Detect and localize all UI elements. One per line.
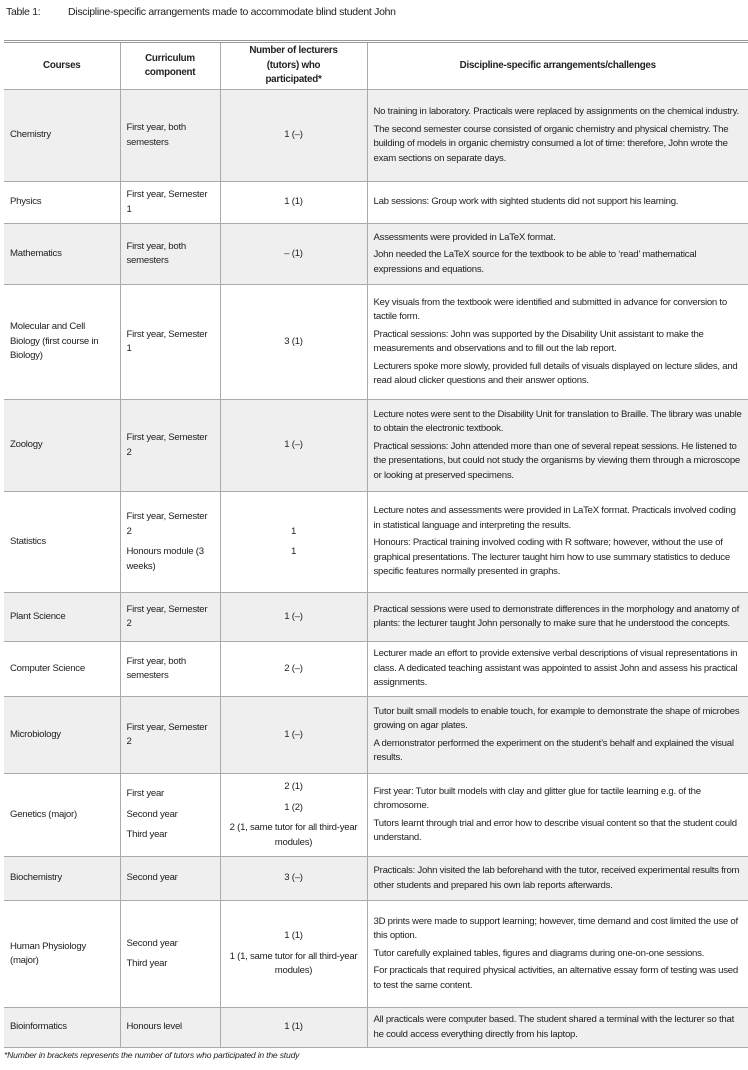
lecturer-count: 1 (–) (284, 439, 303, 451)
arrangements-cell (367, 90, 748, 182)
course-name: Mathematics (10, 247, 62, 259)
lecturers-cell (220, 697, 367, 774)
arrangement-note: Practicals: John visited the lab beforehand with the tutor, received experimental results from other students and prepared his own lab reports afterwards. (373, 865, 740, 891)
lecturers-cell (220, 90, 367, 182)
course-cell (4, 1008, 120, 1048)
arrangement-note: The second semester course consisted of organic chemistry and physical chemistry. The building of models in organic chemistry consumed a lot of time: therefore, John wrote the exam sections on separate days. (373, 123, 729, 164)
arrangement-note: Honours: Practical training involved coding with R software; however, without the use of graphical presentations. The lecturer taught him how to use summary statistics to deduce specific features normally presented in graphs. (373, 537, 730, 578)
table-row (4, 182, 748, 224)
course-cell (4, 593, 120, 642)
arrangement-note: For practicals that required physical activities, an alternative essay form of testing was used to test the same content. (373, 965, 738, 991)
lecturers-cell (220, 901, 367, 1008)
header-arrangements: Discipline-specific arrangements/challenges (367, 42, 748, 90)
table-row (4, 1008, 748, 1048)
curriculum-component: First year, Semester 2 (126, 721, 208, 747)
curriculum-component: Second year (126, 872, 178, 884)
course-name: Bioinformatics (10, 1021, 67, 1033)
component-cell (120, 901, 220, 1008)
lecturers-cell (220, 224, 367, 285)
arrangement-note: John needed the LaTeX source for the textbook to be able to ‘read’ mathematical expressions and equations. (373, 249, 697, 275)
component-cell (120, 400, 220, 492)
lecturers-cell (220, 285, 367, 400)
curriculum-component: First year, both semesters (126, 240, 186, 266)
arrangement-note: Practical sessions were used to demonstrate differences in the morphology and anatomy of plants: the lecturer taught John personally to make sure that he understood the concepts. (373, 603, 740, 629)
course-cell (4, 857, 120, 901)
arrangements-cell (367, 224, 748, 285)
course-cell (4, 224, 120, 285)
arrangement-note: Key visuals from the textbook were identified and submitted in advance for conversion to tactile form. (373, 296, 727, 322)
course-name: Plant Science (10, 610, 66, 622)
lecturer-count: – (1) (284, 247, 303, 259)
arrangements-cell (367, 901, 748, 1008)
lecturers-cell (220, 1008, 367, 1048)
arrangements-cell (367, 593, 748, 642)
course-cell (4, 90, 120, 182)
lecturer-count: 1 (1) (284, 930, 303, 942)
lecturer-count: 1 (290, 546, 297, 557)
component-cell (120, 182, 220, 224)
component-cell (120, 774, 220, 857)
lecturers-cell (220, 182, 367, 224)
component-cell (120, 285, 220, 400)
lecturer-count: 1 (2) (284, 801, 303, 813)
lecturer-count: 1 (290, 525, 297, 537)
table-row (4, 224, 748, 285)
lecturers-cell (220, 492, 367, 593)
table-row (4, 90, 748, 182)
arrangement-note: No training in laboratory. Practicals were replaced by assignments on the chemical industry. (373, 106, 739, 117)
header-row (4, 42, 748, 90)
lecturers-cell (220, 593, 367, 642)
lecturers-cell (220, 774, 367, 857)
curriculum-component: First year, both semesters (126, 655, 186, 681)
lecturers-cell (220, 857, 367, 901)
arrangements-cell (367, 1008, 748, 1048)
table-row (4, 857, 748, 901)
course-name: Chemistry (10, 129, 51, 141)
course-cell (4, 774, 120, 857)
lecturer-count: 2 (1) (284, 781, 303, 792)
course-cell (4, 285, 120, 400)
curriculum-component: First year (126, 788, 164, 800)
arrangement-note: Tutor carefully explained tables, figures and diagrams during one-on-one sessions. (373, 947, 705, 959)
arrangement-note: Practical sessions: John was supported by the Disability Unit assistant to make the measurements and observations and to fill out the lab report. (373, 328, 704, 354)
course-name: Microbiology (10, 728, 61, 740)
arrangements-cell (367, 774, 748, 857)
course-cell (4, 697, 120, 774)
arrangement-note: Tutor built small models to enable touch, for example to demonstrate the shape of microbes growing on agar plates. (373, 705, 740, 731)
table-label: Table 1: (6, 6, 41, 18)
table-row (4, 492, 748, 593)
lecturers-cell (220, 642, 367, 697)
lecturer-count: 3 (–) (284, 872, 303, 884)
arrangement-note: Lecture notes were sent to the Disability Unit for translation to Braille. The library was unable to obtain the electronic textbook. (373, 408, 742, 435)
component-cell (120, 857, 220, 901)
curriculum-component: First year, Semester 2 (126, 511, 208, 537)
curriculum-component: Second year (126, 937, 178, 949)
table-caption (6, 6, 396, 18)
course-name: Biochemistry (10, 872, 62, 884)
curriculum-component: First year, Semester 2 (126, 432, 208, 458)
arrangement-note: Tutors learnt through trial and error how to describe visual content so that the student could understand. (373, 817, 737, 843)
arrangement-note: Lecturers spoke more slowly, provided full details of visuals displayed on lecture slides, and read aloud clicker questions and their answer options. (373, 360, 738, 386)
course-name: Human Physiology (major) (10, 940, 86, 966)
arrangement-note: Lecturer made an effort to provide extensive verbal descriptions of visual representations in class. A dedicated teaching assistant was appointed to assist John and assess his practical assignments. (373, 648, 738, 689)
component-cell (120, 642, 220, 697)
header-curriculum: Curriculum component (120, 42, 220, 90)
course-cell (4, 492, 120, 593)
arrangement-note: Lab sessions: Group work with sighted students did not support his learning. (373, 196, 679, 208)
header-lecturers: Number of lecturers (tutors) who participated* (220, 42, 367, 90)
curriculum-component: Honours module (3 weeks) (126, 546, 204, 572)
curriculum-component: Second year (126, 808, 178, 820)
table-row (4, 774, 748, 857)
table-row (4, 285, 748, 400)
footnote: *Number in brackets represents the number of tutors who participated in the study (4, 1050, 300, 1060)
table-row (4, 697, 748, 774)
component-cell (120, 90, 220, 182)
arrangements-cell (367, 400, 748, 492)
arrangement-note: Practical sessions: John attended more than one of several repeat sessions. He listened to the presentations, but could not study the organisms by viewing them through a microscope or looking at preserved specimens. (373, 440, 741, 481)
component-cell (120, 492, 220, 593)
header-courses: Courses (4, 42, 120, 90)
curriculum-component: First year, Semester 1 (126, 328, 208, 354)
lecturer-count: 1 (1, same tutor for all third-year modules) (229, 950, 358, 977)
lecturer-count: 1 (1) (284, 1021, 303, 1033)
arrangements-cell (367, 642, 748, 697)
component-cell (120, 593, 220, 642)
arrangements-cell (367, 182, 748, 224)
arrangement-note: First year: Tutor built models with clay and glitter glue for tactile learning e.g. of the chromosome. (373, 785, 701, 811)
lecturer-count: 1 (–) (284, 728, 303, 740)
lecturer-count: 2 (1, same tutor for all third-year modules) (229, 822, 358, 848)
table-row (4, 642, 748, 697)
course-cell (4, 182, 120, 224)
curriculum-component: Third year (126, 958, 168, 969)
table-title: Discipline-specific arrangements made to accommodate blind student John (68, 6, 396, 18)
lecturer-count: 3 (1) (284, 335, 303, 347)
arrangement-note: 3D prints were made to support learning; however, time demand and cost limited the use of this option. (373, 915, 738, 942)
arrangements-cell (367, 857, 748, 901)
curriculum-component: First year, both semesters (126, 122, 186, 148)
component-cell (120, 1008, 220, 1048)
course-name: Physics (10, 196, 42, 208)
arrangements-cell (367, 697, 748, 774)
table-row (4, 400, 748, 492)
table-row (4, 901, 748, 1008)
component-cell (120, 224, 220, 285)
course-name: Statistics (10, 535, 46, 547)
curriculum-component: Honours level (126, 1021, 182, 1033)
course-name: Zoology (10, 439, 43, 451)
course-name: Genetics (major) (10, 808, 77, 820)
lecturer-count: 1 (1) (284, 196, 303, 208)
arrangement-note: Assessments were provided in LaTeX format. (373, 231, 556, 243)
arrangements-cell (367, 285, 748, 400)
course-cell (4, 901, 120, 1008)
arrangement-note: All practicals were computer based. The student shared a terminal with the lecturer so that he could access everything directly from his laptop. (373, 1014, 734, 1040)
course-name: Molecular and Cell Biology (first course in Biology) (10, 321, 99, 362)
course-name: Computer Science (10, 662, 85, 674)
curriculum-component: First year, Semester 2 (126, 603, 208, 629)
lecturer-count: 1 (–) (284, 129, 303, 141)
lecturer-count: 2 (–) (284, 662, 303, 674)
curriculum-component: Third year (126, 829, 168, 841)
arrangement-note: A demonstrator performed the experiment on the student’s behalf and explained the visual results. (373, 737, 734, 763)
course-cell (4, 400, 120, 492)
arrangements-cell (367, 492, 748, 593)
course-cell (4, 642, 120, 697)
component-cell (120, 697, 220, 774)
lecturer-count: 1 (–) (284, 610, 303, 622)
lecturers-cell (220, 400, 367, 492)
arrangement-note: Lecture notes and assessments were provided in LaTeX format. Practicals involved coding in statistical language and interpreting the results. (373, 505, 736, 531)
table-row (4, 593, 748, 642)
curriculum-component: First year, Semester 1 (126, 189, 208, 215)
arrangements-table (4, 40, 748, 1048)
